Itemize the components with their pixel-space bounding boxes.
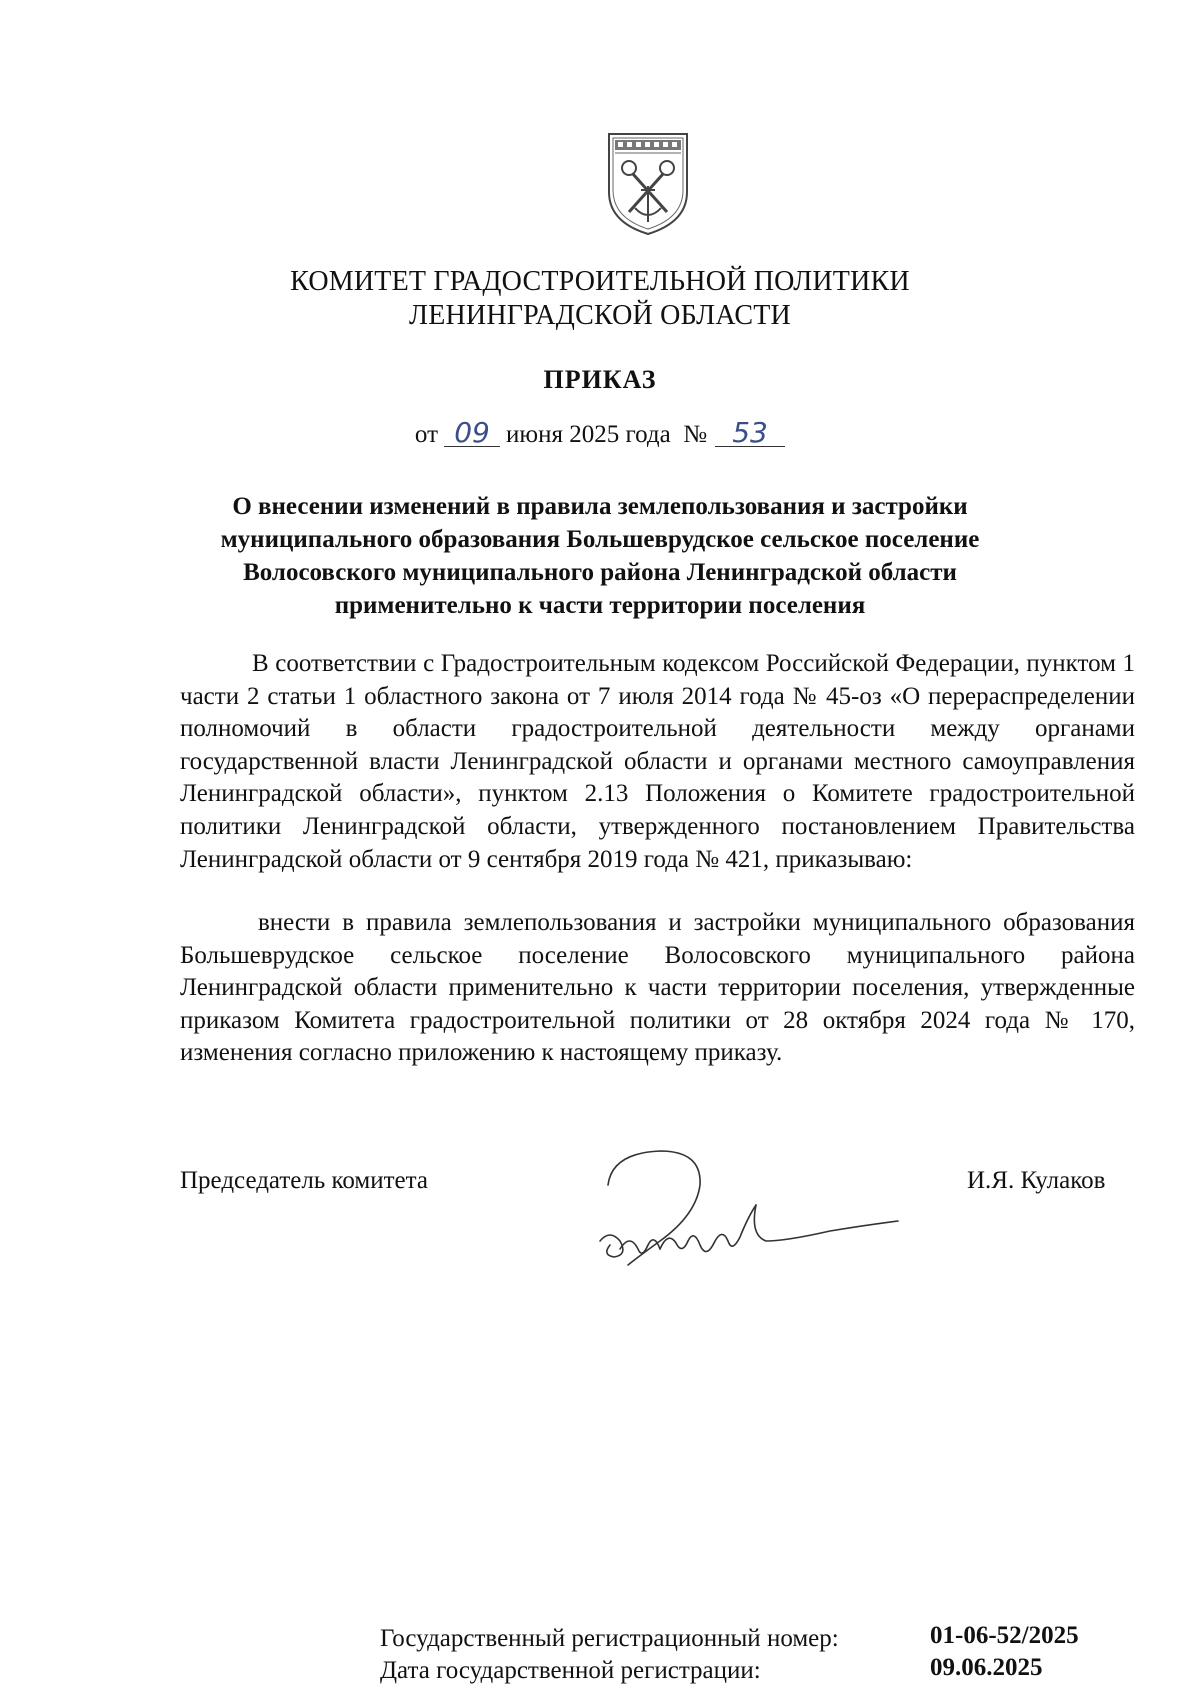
order-date-prefix: от xyxy=(414,421,439,448)
order-month-year: июня 2025 года xyxy=(506,421,671,448)
subject-line-4: применительно к части территории поселения xyxy=(334,592,866,619)
subject-line-2: муниципального образования Большеврудское сельское поселение xyxy=(220,526,980,553)
registration-number-label: Государственный регистрационный номер: xyxy=(380,1625,839,1652)
order-day-handwritten: 09 xyxy=(444,420,500,447)
subject-line-3: Волосовского муниципального района Ленинградской области xyxy=(243,559,957,586)
document-type-title: ПРИКАЗ xyxy=(543,365,657,394)
body-paragraph-1: В соответствии с Градостроительным кодексом Российской Федерации, пунктом 1 части 2 статьи 1 областного закона от 7 июля 2014 года № 45-оз «О перераспределении полномочий в области градостроительной деятельности между органами государственной власти Ленинградской области и органами местного самоуправления Ленинградской области», пунктом 2.13 Положения о Комитете градостроительной политики Ленинградской области, утвержденного постановлением Правительства Ленинградской области от 9 сентября 2019 года № 421, приказываю: xyxy=(180,650,1135,873)
signer-name: И.Я. Кулаков xyxy=(967,1167,1106,1194)
order-date-number-line xyxy=(0,416,1200,449)
subject-line-1: О внесении изменений в правила землепользования и застройки xyxy=(232,493,968,520)
coat-of-arms-emblem xyxy=(605,130,691,238)
order-number-handwritten: 53 xyxy=(715,420,785,447)
order-subject xyxy=(0,490,1200,622)
signer-position: Председатель комитета xyxy=(180,1167,428,1194)
registration-date-label: Дата государственной регистрации: xyxy=(380,1657,761,1684)
registration-number-value: 01-06-52/2025 xyxy=(930,1622,1079,1649)
order-number-sign: № xyxy=(683,421,708,448)
organization-name-line-2: ЛЕНИНГРАДСКОЙ ОБЛАСТИ xyxy=(409,300,791,331)
body-paragraph-2: внести в правила землепользования и застройки муниципального образования Большеврудское сельское поселение Волосовского муниципального района Ленинградской области применительно к части территории поселения, утвержденные приказом Комитета градостроительной политики от 28 октября 2024 года № 170, изменения согласно приложению к настоящему приказу. xyxy=(180,909,1135,1067)
organization-name-line-1: КОМИТЕТ ГРАДОСТРОИТЕЛЬНОЙ ПОЛИТИКИ xyxy=(290,266,910,297)
registration-date-value: 09.06.2025 xyxy=(930,1654,1043,1681)
handwritten-signature xyxy=(590,1145,910,1285)
